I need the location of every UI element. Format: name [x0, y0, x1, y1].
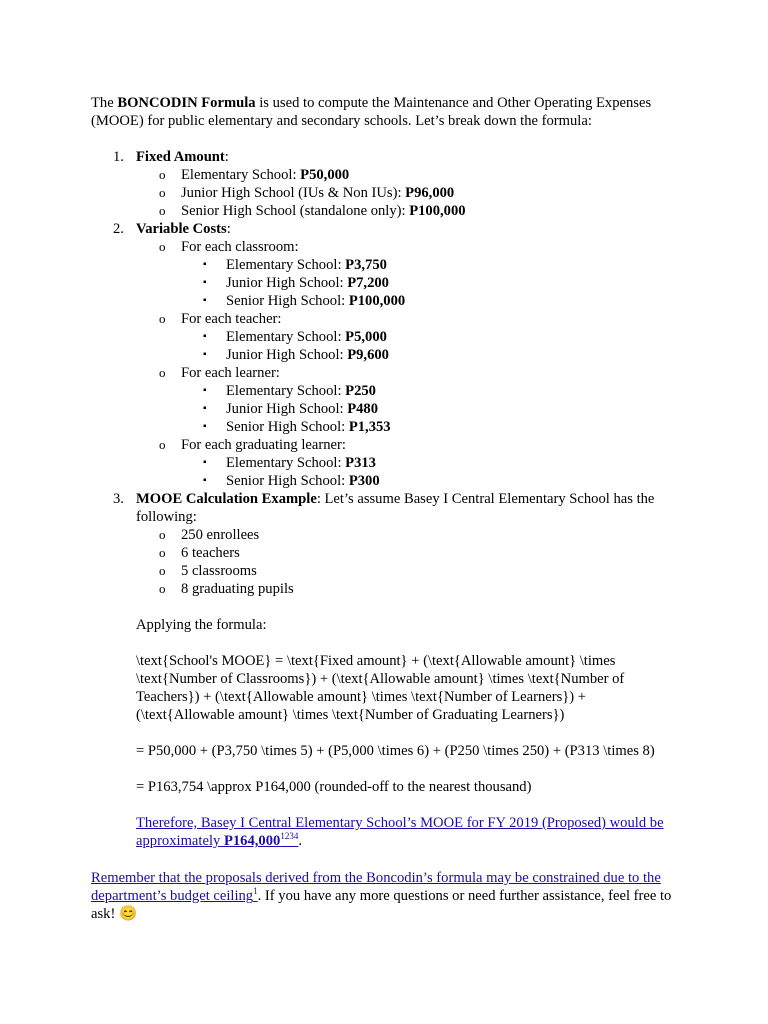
list-number: 1.: [113, 149, 124, 165]
bullet-marker: ▪: [203, 475, 207, 486]
bullet-marker: o: [159, 185, 166, 200]
row-value: P100,000: [409, 203, 466, 219]
row-label: Junior High School (IUs & Non IUs):: [181, 185, 406, 201]
period: .: [298, 833, 302, 849]
list-item: [91, 382, 681, 400]
conclusion-amount: P164,000: [223, 833, 281, 849]
list-item: [91, 166, 681, 184]
example-text: : Let’s assume Basey I Central Elementary School has the following:: [136, 491, 655, 525]
group-label: For each teacher:: [181, 311, 282, 327]
bullet-marker: ▪: [203, 295, 207, 306]
bullet-marker: o: [159, 365, 166, 380]
bullet-marker: ▪: [203, 385, 207, 396]
row-value: P300: [348, 473, 380, 489]
row-label: Senior High School (standalone only):: [181, 203, 410, 219]
variable-title: Variable Costs: [136, 221, 227, 237]
row-value: P9,600: [347, 347, 389, 363]
list-item: [91, 562, 681, 580]
example-title: MOOE Calculation Example: [136, 491, 317, 507]
row-value: P313: [345, 455, 376, 471]
row-label: 8 graduating pupils: [181, 581, 294, 597]
conclusion-link[interactable]: [136, 815, 664, 849]
smiley-icon: 😊: [118, 906, 138, 922]
intro-post: is used to compute the Maintenance and Other Operating Expenses (MOOE) for public elementary and secondary schools. Let’s break down the formula:: [91, 95, 652, 129]
row-label: Junior High School:: [226, 275, 348, 291]
row-value: P3,750: [345, 257, 387, 273]
bullet-marker: ▪: [203, 349, 207, 360]
row-label: Senior High School:: [226, 473, 349, 489]
row-label: Elementary School:: [226, 329, 346, 345]
bullet-marker: ▪: [203, 421, 207, 432]
list-item: [91, 472, 681, 490]
row-label: Junior High School:: [226, 347, 348, 363]
bullet-marker: o: [159, 581, 166, 596]
bullet-marker: o: [159, 563, 166, 578]
group-label: For each classroom:: [181, 239, 299, 255]
bullet-marker: o: [159, 545, 166, 560]
group-learner: [91, 364, 681, 382]
group-teacher: [91, 310, 681, 328]
row-label: Elementary School:: [181, 167, 301, 183]
list-item: [91, 274, 681, 292]
list-item: [91, 256, 681, 274]
bullet-marker: ▪: [203, 403, 207, 414]
remember-text: . If you have any more questions or need further assistance, feel free to ask!: [91, 888, 672, 922]
footnote-ref: 1: [253, 886, 258, 897]
formula-list: [91, 148, 681, 850]
row-label: Elementary School:: [226, 455, 346, 471]
bullet-marker: o: [159, 239, 166, 254]
intro-paragraph: [91, 94, 681, 130]
row-value: P50,000: [300, 167, 350, 183]
list-item: [91, 418, 681, 436]
row-label: Elementary School:: [226, 383, 346, 399]
calculation-line-1: = P50,000 + (P3,750 \times 5) + (P5,000 \times 6) + (P250 \times 250) + (P313 \times 8): [136, 743, 655, 759]
row-label: Senior High School:: [226, 293, 349, 309]
row-label: Senior High School:: [226, 419, 349, 435]
list-item: [91, 202, 681, 220]
list-item: [91, 454, 681, 472]
bullet-marker: ▪: [203, 259, 207, 270]
row-value: P5,000: [345, 329, 387, 345]
applying-text: Applying the formula:: [136, 617, 267, 633]
row-value: P480: [347, 401, 379, 417]
conclusion-text: Therefore, Basey I Central Elementary School’s MOOE for FY 2019 (Proposed) would be approximately: [136, 815, 664, 849]
footnote-ref: 1234: [280, 831, 299, 842]
row-value: P96,000: [405, 185, 455, 201]
bullet-marker: o: [159, 167, 166, 182]
group-classroom: [91, 238, 681, 256]
conclusion-paragraph: [91, 814, 681, 850]
list-item-variable: [91, 220, 681, 238]
list-item: [91, 526, 681, 544]
bullet-marker: o: [159, 203, 166, 218]
bullet-marker: ▪: [203, 277, 207, 288]
list-item: [91, 580, 681, 598]
list-item: [91, 346, 681, 364]
row-label: 6 teachers: [181, 545, 240, 561]
row-value: P250: [345, 383, 376, 399]
list-item: [91, 292, 681, 310]
remember-link-text: Remember that the proposals derived from the Boncodin’s formula may be constrained due to the department’s budget ceiling: [91, 870, 661, 904]
bullet-marker: o: [159, 527, 166, 542]
calculation-line-2: = P163,754 \approx P164,000 (rounded-off to the nearest thousand): [136, 779, 532, 795]
colon: :: [224, 149, 229, 165]
row-label: Junior High School:: [226, 401, 348, 417]
row-value: P100,000: [348, 293, 406, 309]
list-number: 2.: [113, 221, 124, 237]
bullet-marker: ▪: [203, 331, 207, 342]
bullet-marker: ▪: [203, 457, 207, 468]
list-item-fixed: [91, 148, 681, 166]
list-item: [91, 328, 681, 346]
bullet-marker: o: [159, 311, 166, 326]
list-item: [91, 544, 681, 562]
group-label: For each graduating learner:: [181, 437, 346, 453]
list-item-example: [91, 490, 681, 526]
row-label: Elementary School:: [226, 257, 346, 273]
colon: :: [226, 221, 231, 237]
remember-paragraph: [91, 869, 681, 923]
intro-pre: The: [91, 95, 118, 111]
row-value: P1,353: [348, 419, 391, 435]
list-item: [91, 400, 681, 418]
bullet-marker: o: [159, 437, 166, 452]
formula-text: \text{School's MOOE} = \text{Fixed amount} + (\text{Allowable amount} \times \text{Number of Classrooms}) + (\text{Allowable amount} \times \text{Number of Teachers}) + (\text{Allowable amount} \times \text{Number of Learners}) + (\text{Allowable amount} \times \text{Number of Graduating Learners}): [136, 653, 625, 723]
row-value: P7,200: [347, 275, 389, 291]
group-graduating: [91, 436, 681, 454]
intro-formula-name: BONCODIN Formula: [117, 95, 256, 111]
list-item: [91, 184, 681, 202]
list-number: 3.: [113, 491, 124, 507]
group-label: For each learner:: [181, 365, 280, 381]
row-label: 5 classrooms: [181, 563, 257, 579]
row-label: 250 enrollees: [181, 527, 260, 543]
fixed-title: Fixed Amount: [136, 149, 225, 165]
